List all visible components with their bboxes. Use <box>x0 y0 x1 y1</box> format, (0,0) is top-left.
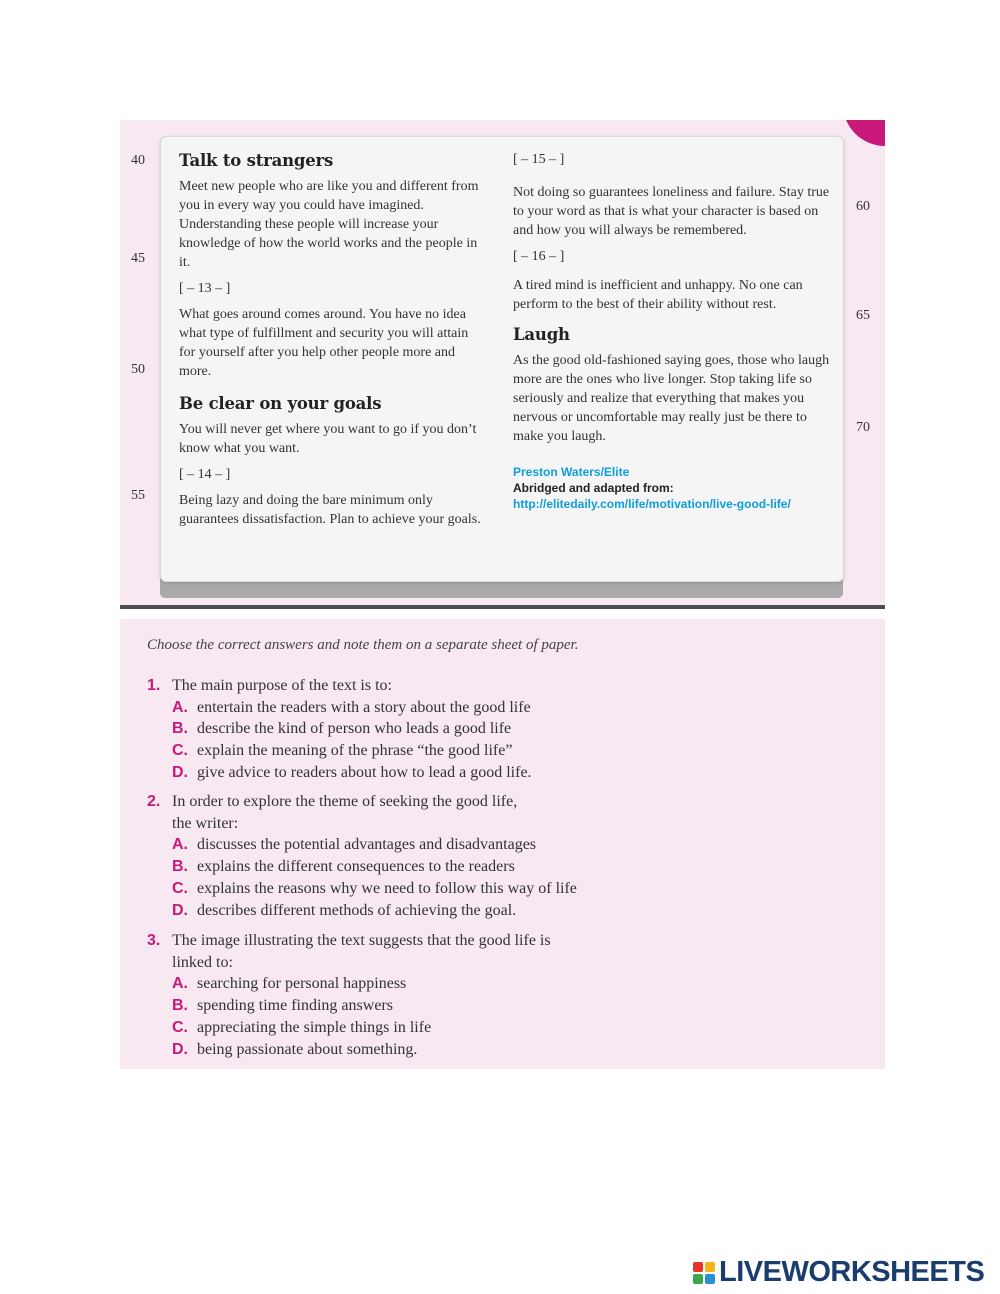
paragraph: What goes around comes around. You have no idea what type of fulfillment and security you will attain for yourself after you help other people more and more. <box>179 307 469 379</box>
option-letter: D. <box>172 763 188 781</box>
option-text: explain the meaning of the phrase “the good life” <box>197 742 513 760</box>
question-3 <box>147 930 551 1060</box>
question-number: 2. <box>147 793 161 810</box>
paragraph: As the good old-fashioned saying goes, those who laugh more are the ones who live longer. Stop taking life so seriously and realize that everything that makes you nervous or uncomfortable may really just be there to make you laugh. <box>513 353 830 444</box>
gap-16: [ – 16 – ] <box>513 249 565 264</box>
author-credit: Preston Waters/Elite <box>513 465 630 479</box>
heading-laugh: Laugh <box>513 325 570 344</box>
article-column-right <box>513 150 831 512</box>
option-text: entertain the readers with a story about the good life <box>197 698 531 716</box>
paragraph: Not doing so guarantees loneliness and failure. Stay true to your word as that is what your character is based on and how you will always be remembered. <box>513 185 830 238</box>
option-text: explains the different consequences to the readers <box>197 858 515 876</box>
answer-option[interactable] <box>172 697 532 719</box>
liveworksheets-logo[interactable] <box>693 1256 984 1289</box>
heading-be-clear-on-goals: Be clear on your goals <box>179 394 382 413</box>
answer-option[interactable] <box>172 878 577 900</box>
option-text: describes different methods of achieving the goal. <box>197 901 517 919</box>
source-link[interactable]: http://elitedaily.com/life/motivation/live-good-life/ <box>513 497 791 511</box>
line-number-55: 55 <box>131 488 145 503</box>
instructions: Choose the correct answers and note them on a separate sheet of paper. <box>147 637 579 653</box>
answer-option[interactable] <box>172 740 532 762</box>
gap-14: [ – 14 – ] <box>179 467 231 482</box>
option-letter: D. <box>172 901 188 919</box>
option-text: searching for personal happiness <box>197 975 407 993</box>
paragraph: A tired mind is inefficient and unhappy. No one can perform to the best of their ability without rest. <box>513 278 803 312</box>
question-stem-line2: the writer: <box>172 814 239 832</box>
answer-option[interactable] <box>172 995 551 1017</box>
logo-text: LIVEWORKSHEETS <box>719 1256 985 1288</box>
corner-accent <box>843 120 885 146</box>
option-text: give advice to readers about how to lead a good life. <box>197 763 532 781</box>
heading-talk-to-strangers: Talk to strangers <box>179 151 334 170</box>
question-2 <box>147 791 577 921</box>
article-column-left <box>179 150 484 536</box>
option-letter: D. <box>172 1040 188 1058</box>
answer-option[interactable] <box>172 1017 551 1039</box>
option-letter: C. <box>172 742 188 760</box>
option-letter: B. <box>172 720 188 738</box>
option-text: describe the kind of person who leads a good life <box>197 720 512 738</box>
line-number-70: 70 <box>856 420 870 435</box>
option-letter: A. <box>172 975 188 993</box>
option-letter: C. <box>172 879 188 897</box>
line-number-40: 40 <box>131 153 145 168</box>
option-letter: A. <box>172 836 188 854</box>
question-1 <box>147 675 532 784</box>
paragraph: Meet new people who are like you and different from you in every way you could have imagined. Understanding these people will increase your knowledge of how the world works and the people in it. <box>179 179 479 270</box>
option-text: spending time finding answers <box>197 997 393 1015</box>
question-number: 1. <box>147 677 161 694</box>
paragraph: You will never get where you want to go if you don’t know what you want. <box>179 422 477 456</box>
article-credit <box>513 464 831 512</box>
logo-grid-icon <box>693 1262 715 1284</box>
answer-option[interactable] <box>172 718 532 740</box>
option-letter: B. <box>172 858 188 876</box>
question-stem-line1: The image illustrating the text suggests that the good life is <box>172 932 551 949</box>
option-text: discusses the potential advantages and disadvantages <box>197 836 537 854</box>
line-number-45: 45 <box>131 251 145 266</box>
option-letter: A. <box>172 698 188 716</box>
answer-option[interactable] <box>172 973 551 995</box>
option-text: being passionate about something. <box>197 1040 418 1058</box>
option-text: appreciating the simple things in life <box>197 1018 432 1036</box>
question-stem: The main purpose of the text is to: <box>172 677 392 694</box>
option-text: explains the reasons why we need to follow this way of life <box>197 879 577 897</box>
question-stem-line2: linked to: <box>172 953 233 971</box>
gap-15: [ – 15 – ] <box>513 152 565 167</box>
question-stem-line1: In order to explore the theme of seeking the good life, <box>172 793 518 810</box>
line-number-60: 60 <box>856 199 870 214</box>
answer-option[interactable] <box>172 834 577 856</box>
line-number-50: 50 <box>131 362 145 377</box>
paragraph: Being lazy and doing the bare minimum only guarantees dissatisfaction. Plan to achieve your goals. <box>179 493 481 527</box>
answer-option[interactable] <box>172 856 577 878</box>
section-divider <box>120 605 885 609</box>
gap-13: [ – 13 – ] <box>179 281 231 296</box>
answer-option[interactable] <box>172 762 532 784</box>
answer-option[interactable] <box>172 1039 551 1061</box>
option-letter: B. <box>172 997 188 1015</box>
question-number: 3. <box>147 932 161 949</box>
answer-option[interactable] <box>172 900 577 922</box>
option-letter: C. <box>172 1018 188 1036</box>
source-label: Abridged and adapted from: <box>513 481 674 495</box>
line-number-65: 65 <box>856 308 870 323</box>
